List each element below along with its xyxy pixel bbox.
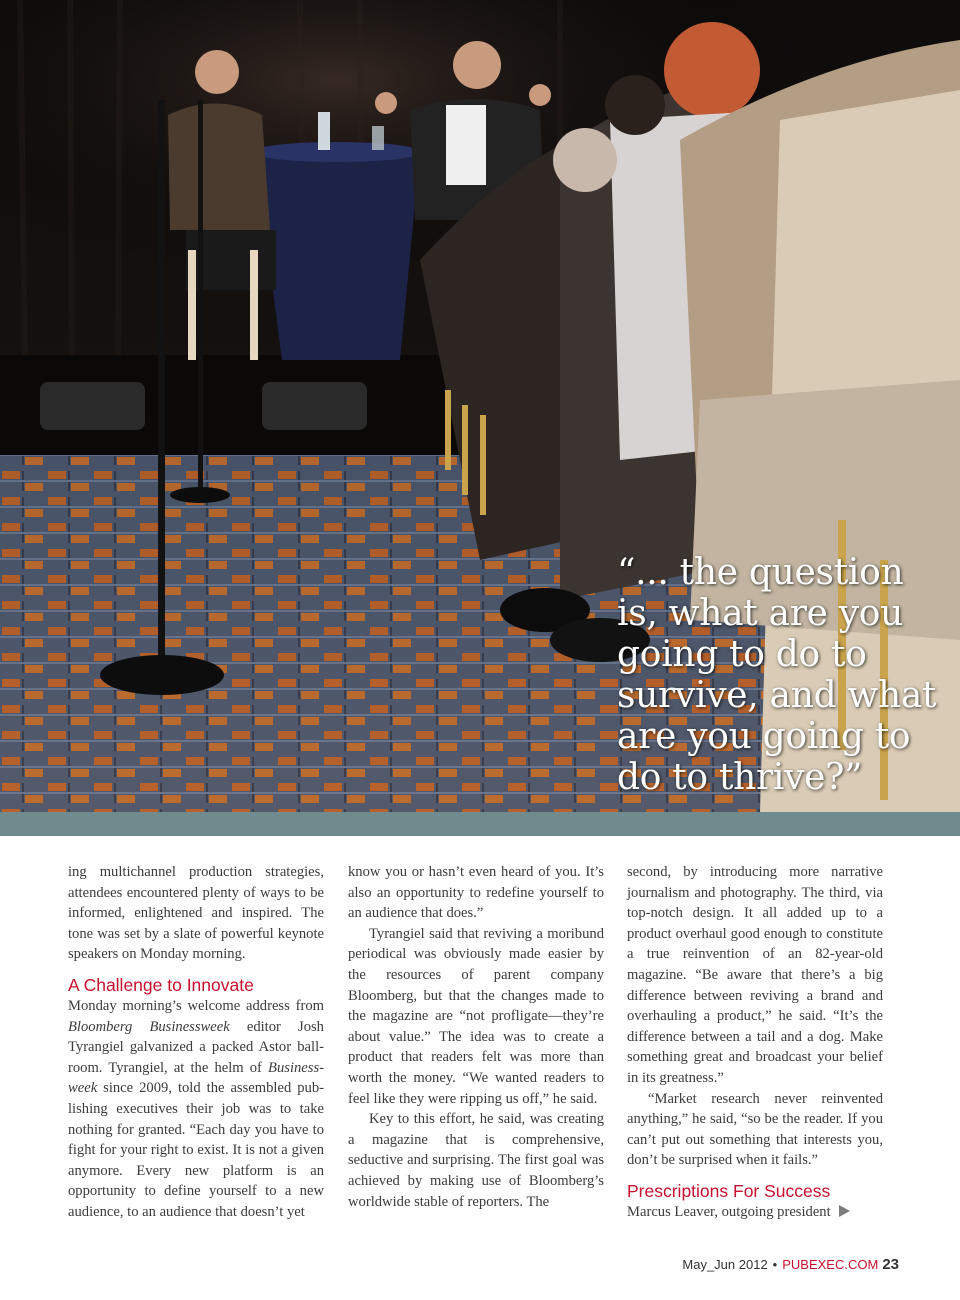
continue-arrow-icon xyxy=(839,1205,850,1217)
pull-quote: “... the question is, what are you going to do to survive, and what are you going to do to thrive?” xyxy=(617,552,937,798)
section-heading: A Challenge to Innovate xyxy=(68,974,254,995)
paragraph xyxy=(68,996,324,1223)
text-run: since 2009, told the assembled publishing executives their job was to take nothing for granted. “Each day you have to fight for your right to exist. It is not a given anymore. Every new platform is an opportunity to define yourself to a new audience, to an audience that doesn’t yet xyxy=(68,1080,324,1220)
site-name: PUBEXEC.COM xyxy=(782,1257,879,1272)
text-run: Marcus Leaver, outgoing president xyxy=(627,1203,831,1220)
paragraph: second, by introducing more narrative journalism and photography. The third, via top-notch design. It all added up to a product overhaul good enough to constitute a true reinvention of an 82-year-old magazine. “Be aware that there’s a big difference between reviving a brand and overhauling a product,” he said. “It’s the difference between a tail and a dog. Make something great and broadcast your belief in its greatness.” xyxy=(627,864,883,1086)
publication-name: Bloomberg Businessweek xyxy=(68,1018,230,1035)
issue-date: May_Jun 2012 xyxy=(682,1257,768,1272)
paragraph: Tyrangiel said that reviving a moribund periodical was obviously made easier by the resources of parent company Bloomberg, but that the changes made to the magazine are “not profligate—they’re about value.” The idea was to create a product that readers felt was more than worth the money. “We wanted readers to feel like they were ripping us off,” he said. xyxy=(348,925,604,1107)
divider-band xyxy=(0,812,960,836)
paragraph: ing multichannel production strategies, attendees encountered plenty of ways to be informed, enlightened and inspired. The tone was set by a slate of powerful keynote speakers on Monday morning. xyxy=(68,864,324,963)
page-footer xyxy=(682,1256,899,1273)
page-number: 23 xyxy=(882,1256,899,1273)
section-heading: Prescriptions For Success xyxy=(627,1180,831,1201)
article-column-2 xyxy=(348,862,604,1212)
text-run: Monday morning’s welcome address from xyxy=(68,997,324,1014)
paragraph: “Market research never reinvented anything,” he said, “so be the reader. If you can’t put out something that interests you, don’t be surprised when it fails.” xyxy=(627,1090,883,1169)
bullet-separator: • xyxy=(772,1257,778,1272)
text-run: editor Josh Tyrangiel galvanized a packed Astor ballroom. Tyrangiel, at the helm of xyxy=(68,1018,324,1076)
paragraph: Key to this effort, he said, was creating a magazine that is comprehensive, seductive and surprising. The first goal was achieved by making use of Bloomberg’s worldwide stable of reporters. The xyxy=(348,1111,604,1210)
paragraph: know you or hasn’t even heard of you. It’s also an opportunity to redefine yourself to an audience that does.” xyxy=(348,864,604,922)
article-column-1 xyxy=(68,862,324,1223)
paragraph xyxy=(627,1202,883,1223)
publication-name: Businessweek xyxy=(68,1059,324,1097)
article-column-3 xyxy=(627,862,883,1223)
